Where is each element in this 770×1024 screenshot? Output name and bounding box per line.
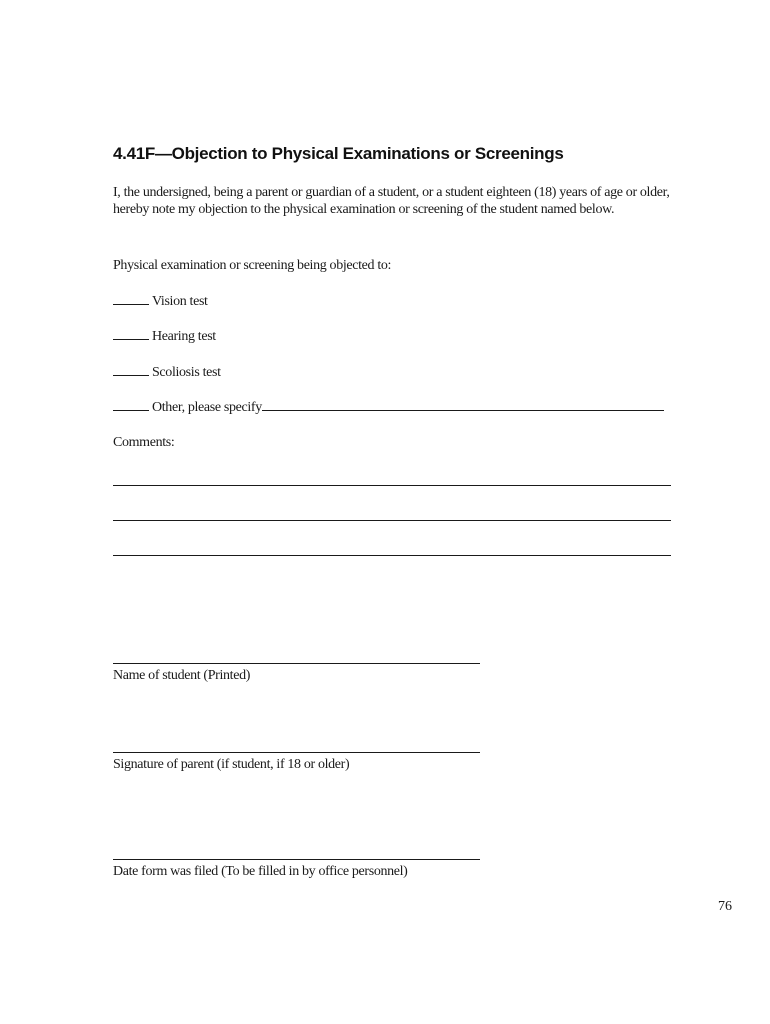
comment-line-2[interactable]: [113, 520, 671, 521]
objection-prompt: Physical examination or screening being objected to:: [113, 258, 392, 273]
option-vision-label: Vision test: [152, 294, 208, 309]
vision-checkbox-blank[interactable]: [113, 292, 149, 305]
parent-signature-line[interactable]: [113, 752, 480, 753]
date-filed-label: Date form was filed (To be filled in by office personnel): [113, 864, 408, 879]
date-filed-line[interactable]: [113, 859, 480, 860]
page-number: 76: [718, 899, 732, 914]
comment-line-3[interactable]: [113, 555, 671, 556]
option-other: [113, 398, 664, 416]
option-scoliosis: [113, 363, 221, 381]
comment-line-1[interactable]: [113, 485, 671, 486]
student-name-label: Name of student (Printed): [113, 668, 251, 683]
student-name-line[interactable]: [113, 663, 480, 664]
option-other-label: Other, please specify: [152, 400, 262, 415]
option-vision: [113, 292, 208, 310]
document-title: 4.41F—Objection to Physical Examinations or Screenings: [113, 144, 564, 163]
option-hearing-label: Hearing test: [152, 329, 216, 344]
option-scoliosis-label: Scoliosis test: [152, 365, 221, 380]
other-specify-field[interactable]: [262, 398, 664, 411]
option-hearing: [113, 327, 216, 345]
intro-paragraph: I, the undersigned, being a parent or guardian of a student, or a student eighteen (18) years of age or older, hereby note my objection to the physical examination or screening of the student named below.: [113, 185, 670, 217]
parent-signature-label: Signature of parent (if student, if 18 or older): [113, 757, 350, 772]
scoliosis-checkbox-blank[interactable]: [113, 363, 149, 376]
other-checkbox-blank[interactable]: [113, 398, 149, 411]
hearing-checkbox-blank[interactable]: [113, 327, 149, 340]
comments-label: Comments:: [113, 435, 175, 450]
